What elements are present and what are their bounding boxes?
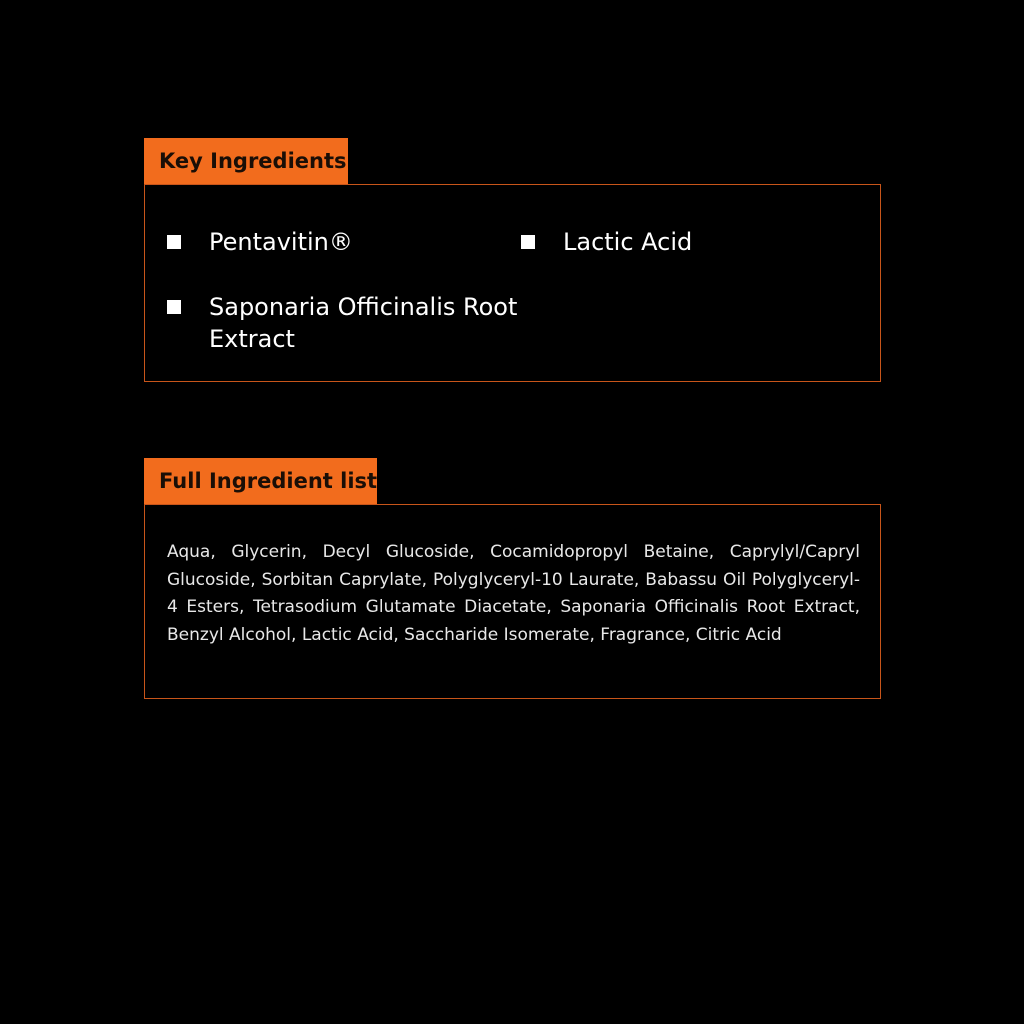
key-ingredients-heading: Key Ingredients <box>144 138 348 184</box>
key-ingredients-panel <box>144 184 881 382</box>
key-ingredient-label: Lactic Acid <box>563 228 693 256</box>
square-bullet-icon <box>521 235 535 249</box>
full-ingredient-list-panel <box>144 504 881 699</box>
full-ingredient-list-heading: Full Ingredient list <box>144 458 377 504</box>
key-ingredient-label: Pentavitin® <box>209 228 353 256</box>
full-ingredient-list-text: Aqua, Glycerin, Decyl Glucoside, Cocamidopropyl Betaine, Caprylyl/Capryl Glucoside, Sorbitan Caprylate, Polyglyceryl-10 Laurate, Babassu Oil Polyglyceryl-4 Esters, Tetrasodium Glutamate Diacetate, Saponaria Officinalis Root Extract, Benzyl Alcohol, Lactic Acid, Saccharide Isomerate, Fragrance, Citric Acid <box>167 542 860 645</box>
square-bullet-icon <box>167 235 181 249</box>
square-bullet-icon <box>167 300 181 314</box>
key-ingredient-label: Saponaria Officinalis Root Extract <box>209 293 518 353</box>
